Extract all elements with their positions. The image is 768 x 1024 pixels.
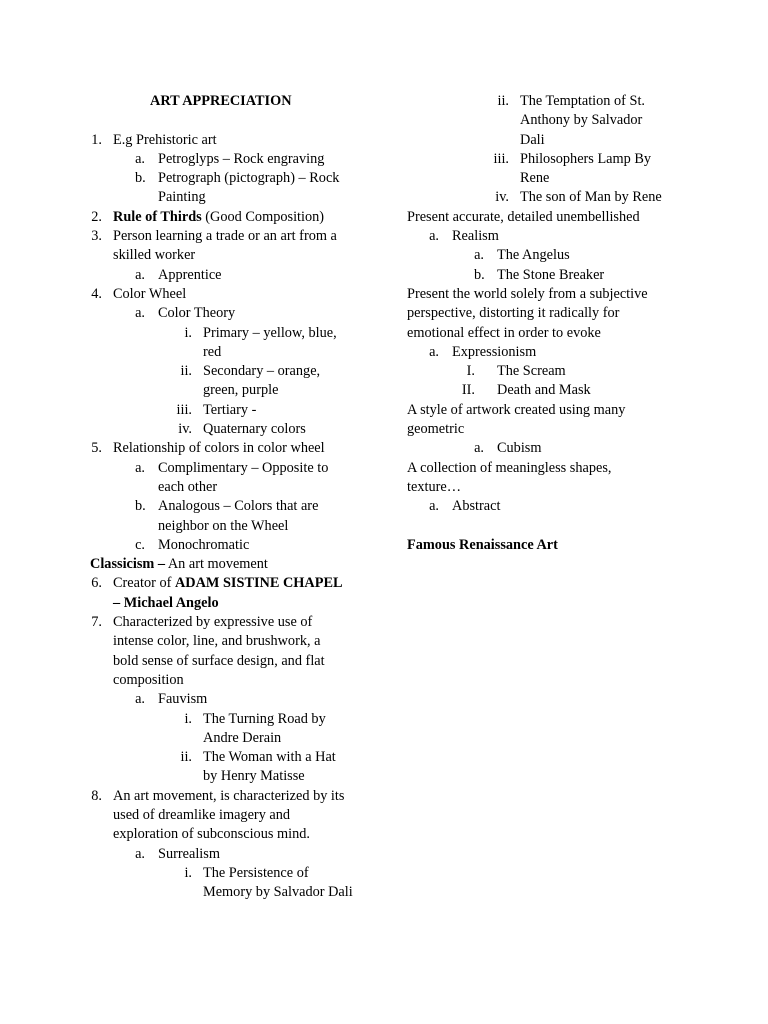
list-number: 7. (91, 614, 102, 631)
list-item-text: Petrograph (pictograph) – Rock (158, 170, 340, 187)
list-roman: i. (184, 864, 192, 881)
list-item-bold: – Michael Angelo (113, 594, 219, 611)
left-column (90, 92, 365, 902)
list-item-text: each other (158, 478, 218, 495)
list-item-text: Painting (158, 189, 206, 206)
section-heading: Famous Renaissance Art (407, 536, 558, 553)
list-item-text: (Good Composition) (201, 208, 325, 225)
list-roman: iv. (495, 189, 509, 206)
list-roman: I. (466, 363, 475, 380)
list-number: 1. (91, 131, 102, 148)
list-item-text: Color Theory (158, 305, 236, 322)
paragraph-text: geometric (407, 421, 465, 438)
list-item-text: Creator of (113, 575, 175, 592)
list-item-text: Color Wheel (113, 285, 187, 302)
list-item-text: Surrealism (158, 845, 220, 862)
list-item-text: by Henry Matisse (203, 768, 305, 785)
list-item-text: Analogous – Colors that are (158, 498, 319, 515)
list-item-text: green, purple (203, 382, 279, 399)
list-item-text: The Scream (497, 363, 566, 380)
list-number: 8. (91, 787, 102, 804)
list-number: 6. (91, 575, 102, 592)
list-number: 4. (91, 285, 102, 302)
list-item-bold: ADAM SISTINE CHAPEL (174, 575, 343, 592)
list-item-text: The Turning Road by (203, 710, 326, 727)
list-item-text: Memory by Salvador Dali (203, 884, 353, 901)
list-item-text: Relationship of colors in color wheel (113, 440, 325, 457)
list-item-text: Primary – yellow, blue, (203, 324, 337, 341)
list-letter: a. (474, 440, 484, 457)
list-item-text: skilled worker (113, 247, 196, 264)
list-letter: a. (135, 266, 145, 283)
list-letter: a. (429, 343, 439, 360)
list-number: 3. (91, 228, 102, 245)
list-roman: ii. (497, 93, 509, 109)
list-item-text: Philosophers Lamp By (520, 150, 652, 167)
list-letter: c. (135, 536, 145, 553)
list-item-text: Expressionism (452, 343, 537, 360)
list-letter: a. (135, 845, 145, 862)
list-item-text: red (203, 343, 222, 360)
list-item-text: The Angelus (497, 247, 570, 264)
list-item-text: bold sense of surface design, and flat (113, 652, 325, 669)
list-item-text: intense color, line, and brushwork, a (113, 633, 321, 650)
classicism-heading: Classicism – (90, 556, 166, 573)
list-letter: a. (429, 498, 439, 515)
list-letter: a. (429, 228, 439, 245)
list-item-text: Secondary – orange, (203, 363, 321, 380)
list-roman: iv. (178, 421, 192, 438)
list-item-text: exploration of subconscious mind. (113, 826, 310, 843)
list-item-text: Rene (520, 170, 550, 187)
list-item-text: The Temptation of St. (520, 93, 646, 109)
list-roman: ii. (180, 749, 192, 766)
paragraph-text: perspective, distorting it radically for (407, 305, 620, 322)
list-item-text: Fauvism (158, 691, 208, 708)
paragraph-text: emotional effect in order to evoke (407, 324, 601, 341)
list-item-text: Anthony by Salvador (520, 112, 643, 129)
list-roman: i. (184, 324, 192, 341)
list-letter: a. (135, 459, 145, 476)
list-item-text: Tertiary - (203, 401, 257, 418)
paragraph-text: A collection of meaningless shapes, (407, 459, 612, 476)
list-item-text: Andre Derain (203, 729, 282, 746)
list-item-text: Person learning a trade or an art from a (113, 228, 337, 245)
paragraph-text: Present the world solely from a subjective (407, 285, 648, 302)
list-item-text: Quaternary colors (203, 421, 306, 438)
list-roman: iii. (493, 150, 509, 167)
list-item-text: Apprentice (158, 266, 222, 283)
list-letter: b. (135, 170, 146, 187)
list-number: 2. (91, 208, 102, 225)
list-roman: ii. (180, 363, 192, 380)
list-item-text: The Stone Breaker (497, 266, 605, 283)
list-roman: i. (184, 710, 192, 727)
list-letter: a. (474, 247, 484, 264)
list-item-text: used of dreamlike imagery and (113, 806, 291, 823)
list-item-text: Cubism (497, 440, 542, 457)
paragraph-text: Present accurate, detailed unembellished (407, 208, 640, 225)
list-item-text: Abstract (452, 498, 501, 515)
list-item-text: The Persistence of (203, 864, 309, 881)
list-item-text: Petroglyps – Rock engraving (158, 150, 325, 167)
list-item-bold: Rule of Thirds (113, 208, 202, 225)
list-item-text: composition (113, 671, 184, 688)
list-item-text: Complimentary – Opposite to (158, 459, 329, 476)
list-item-text: Characterized by expressive use of (113, 614, 313, 631)
list-roman: iii. (176, 401, 192, 418)
list-item-text: E.g Prehistoric art (113, 131, 217, 148)
list-number: 5. (91, 440, 102, 457)
list-roman: II. (461, 382, 475, 399)
list-letter: b. (135, 498, 146, 515)
page-title: ART APPRECIATION (150, 93, 292, 109)
list-item-text: The son of Man by Rene (520, 189, 662, 206)
list-item-text: Monochromatic (158, 536, 250, 553)
list-item-text: Dali (520, 131, 545, 148)
list-letter: a. (135, 691, 145, 708)
list-item-text: The Woman with a Hat (203, 749, 336, 766)
list-letter: a. (135, 305, 145, 322)
list-item-text: neighbor on the Wheel (158, 517, 289, 534)
paragraph-text: texture… (407, 478, 461, 495)
list-item-text: An art movement, is characterized by its (113, 787, 345, 804)
list-item-text: Realism (452, 228, 499, 245)
paragraph-text: A style of artwork created using many (407, 401, 626, 418)
list-item-text: Death and Mask (497, 382, 591, 399)
right-column (407, 92, 682, 555)
list-letter: a. (135, 150, 145, 167)
list-letter: b. (474, 266, 485, 283)
list-item-text: An art movement (165, 556, 268, 573)
